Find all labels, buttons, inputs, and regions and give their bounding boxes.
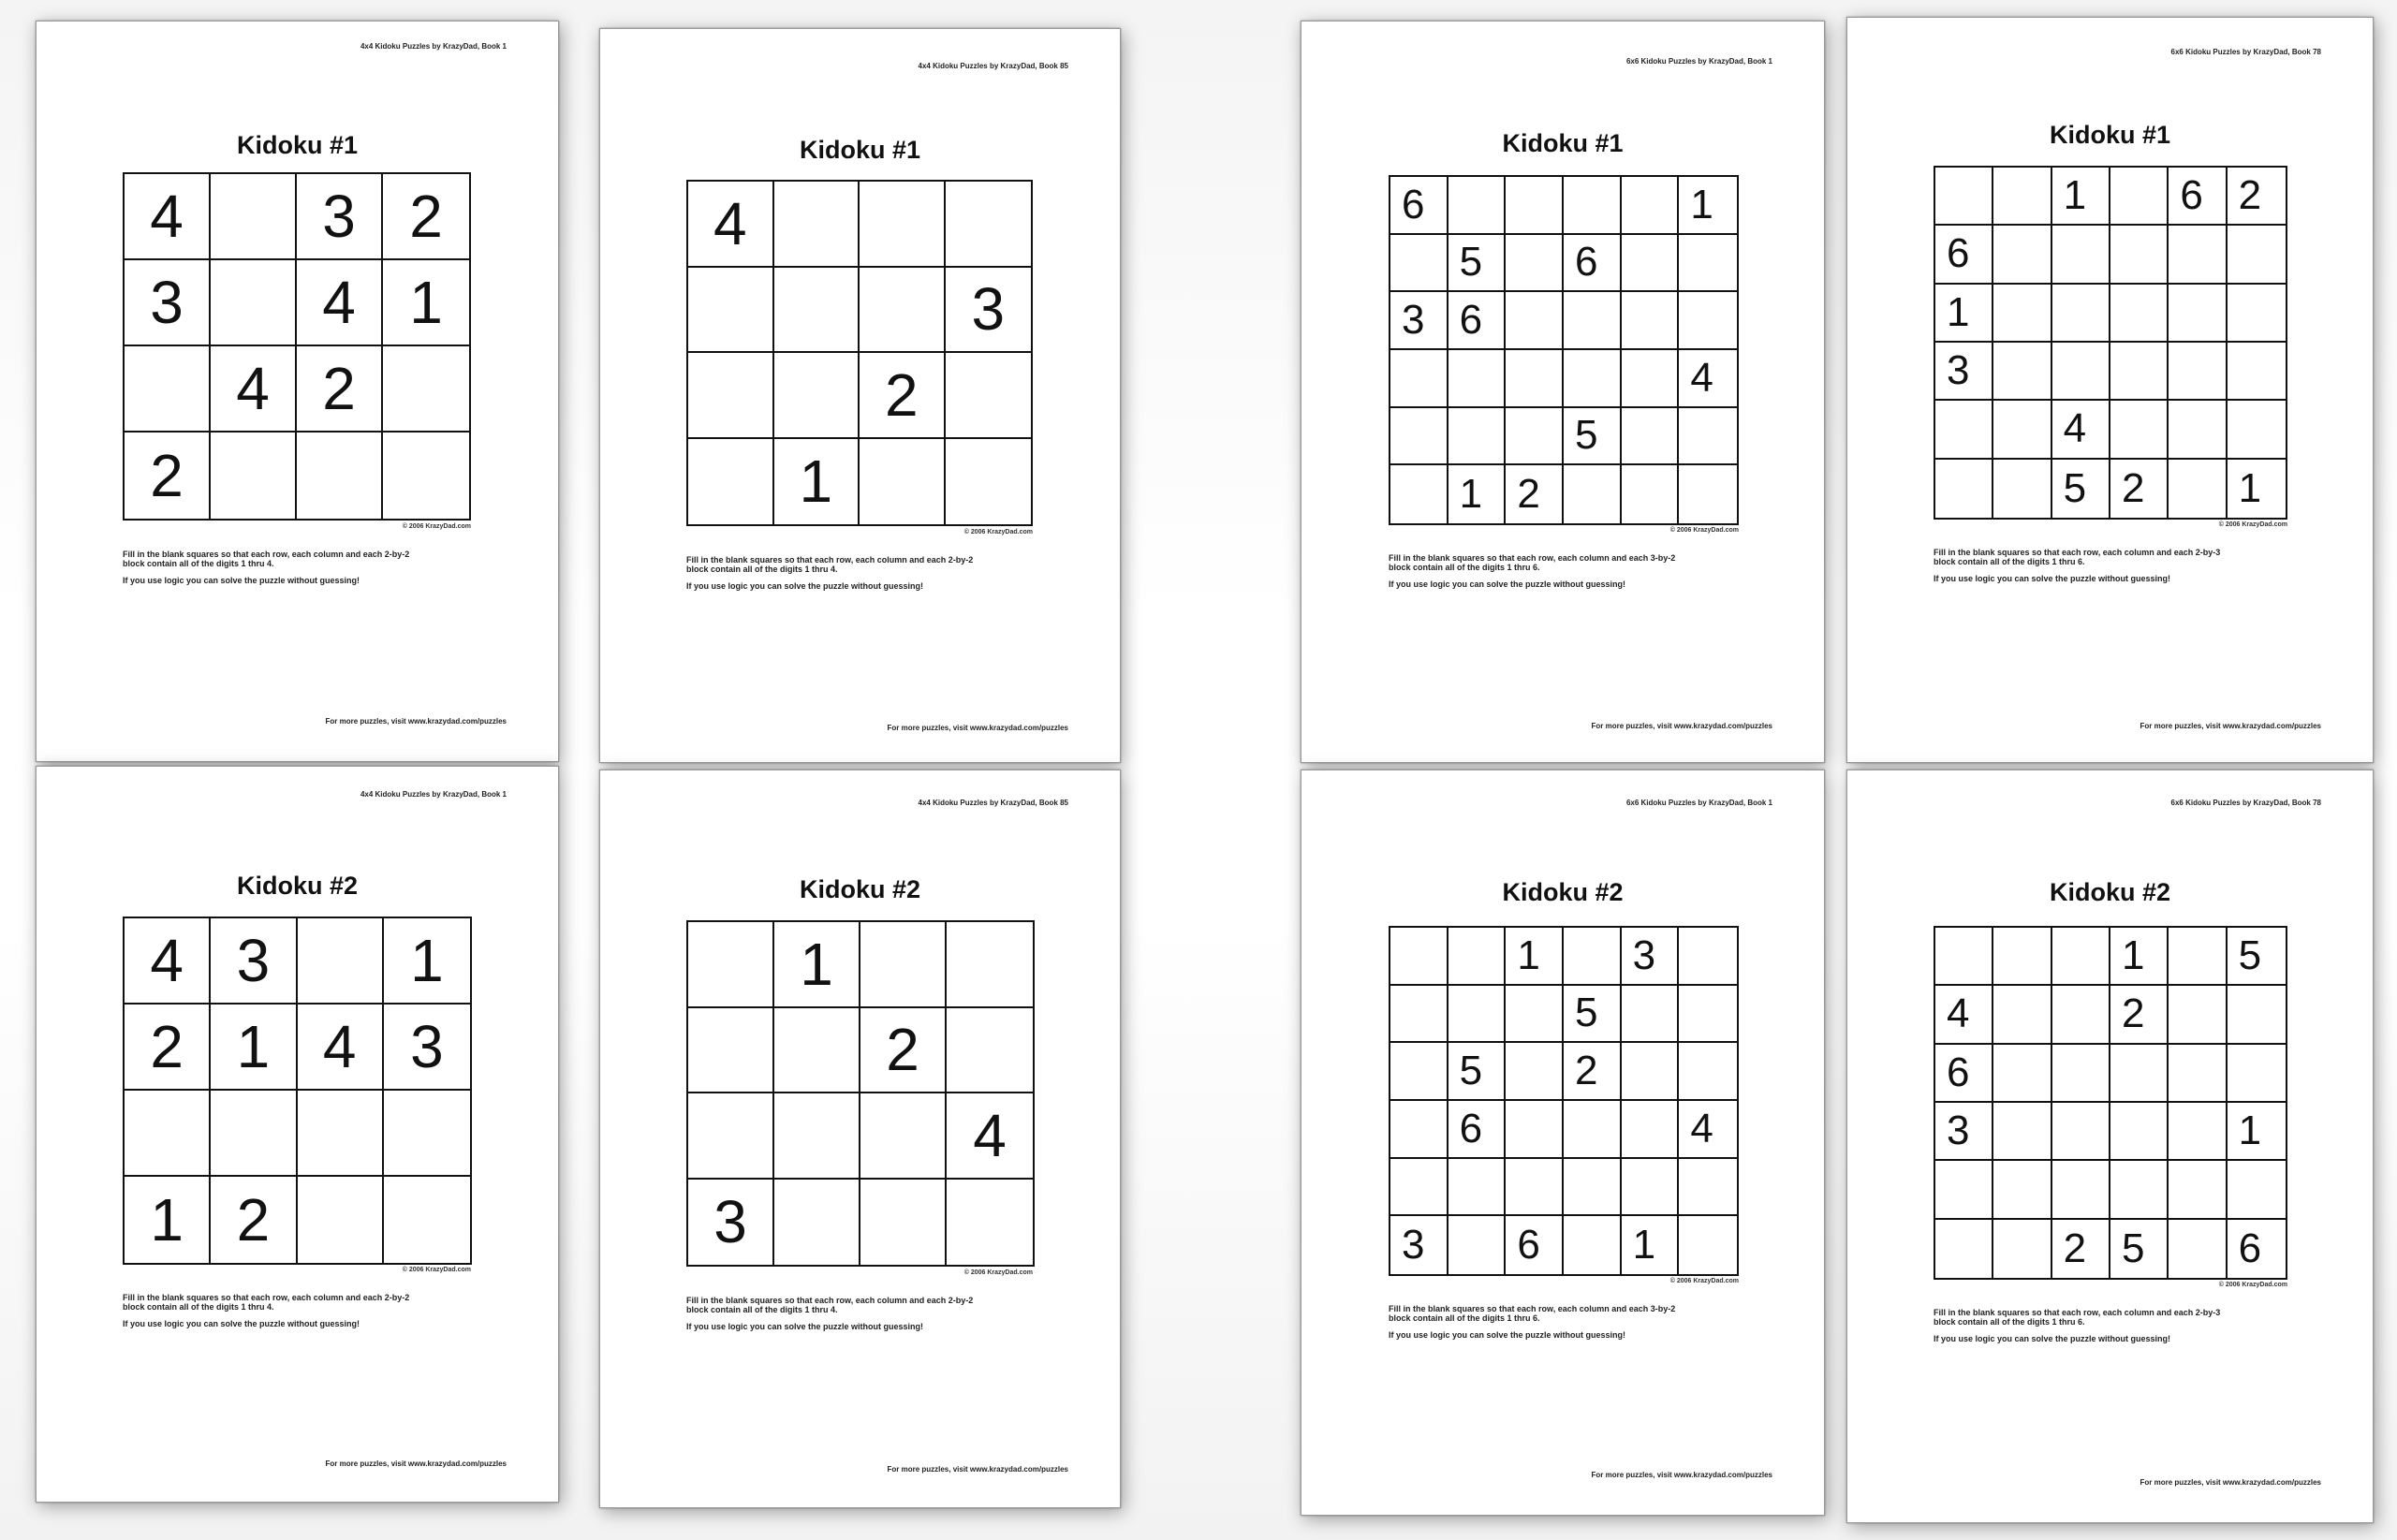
blank-cell bbox=[2169, 343, 2227, 401]
instructions-rule: Fill in the blank squares so that each row, each column and each 2-by-2 block contain all of the digits 1 thru 4. bbox=[123, 1293, 410, 1312]
blank-cell bbox=[1679, 292, 1737, 350]
copyright: © 2006 KrazyDad.com bbox=[2218, 1282, 2287, 1288]
blank-cell bbox=[1448, 1159, 1507, 1217]
puzzle-title: Kidoku #1 bbox=[1502, 129, 1624, 157]
blank-cell bbox=[1622, 1159, 1680, 1217]
given-digit-cell: 5 bbox=[1448, 1043, 1507, 1101]
given-digit-cell: 4 bbox=[298, 1005, 384, 1091]
given-digit-cell: 6 bbox=[1506, 1216, 1564, 1274]
given-digit-cell: 4 bbox=[947, 1093, 1033, 1180]
blank-cell bbox=[1506, 177, 1564, 235]
given-digit-cell: 4 bbox=[125, 918, 211, 1005]
blank-cell bbox=[946, 353, 1032, 439]
blank-cell bbox=[1506, 1043, 1564, 1101]
blank-cell bbox=[774, 268, 860, 354]
blank-cell bbox=[860, 182, 946, 268]
instructions-tip: If you use logic you can solve the puzzle without guessing! bbox=[123, 1319, 360, 1328]
blank-cell bbox=[2110, 401, 2169, 459]
given-digit-cell: 2 bbox=[2052, 1220, 2110, 1278]
footer-link[interactable]: For more puzzles, visit www.krazydad.com/puzzles bbox=[1591, 722, 1772, 730]
blank-cell bbox=[2052, 986, 2110, 1044]
blank-cell bbox=[2228, 285, 2286, 343]
page-header: 4x4 Kidoku Puzzles by KrazyDad, Book 1 bbox=[360, 790, 507, 799]
blank-cell bbox=[2052, 1103, 2110, 1161]
given-digit-cell: 1 bbox=[1448, 465, 1507, 523]
given-digit-cell: 1 bbox=[125, 1177, 211, 1263]
puzzle-grid bbox=[123, 917, 472, 1265]
blank-cell bbox=[1679, 408, 1737, 466]
blank-cell bbox=[2169, 1161, 2227, 1219]
footer-link[interactable]: For more puzzles, visit www.krazydad.com/puzzles bbox=[325, 717, 507, 726]
blank-cell bbox=[2110, 226, 2169, 284]
blank-cell bbox=[2110, 1045, 2169, 1103]
blank-cell bbox=[1506, 1159, 1564, 1217]
instructions bbox=[686, 1296, 995, 1339]
blank-cell bbox=[2169, 986, 2227, 1044]
blank-cell bbox=[1564, 177, 1622, 235]
blank-cell bbox=[1506, 1101, 1564, 1159]
blank-cell bbox=[2169, 226, 2227, 284]
puzzle-page-4x4-book85-kidoku2 bbox=[599, 770, 1121, 1508]
blank-cell bbox=[1622, 235, 1680, 293]
instructions bbox=[123, 550, 432, 593]
blank-cell bbox=[2052, 285, 2110, 343]
blank-cell bbox=[125, 346, 211, 433]
instructions-rule: Fill in the blank squares so that each row, each column and each 2-by-3 block contain all of the digits 1 thru 6. bbox=[1934, 548, 2221, 566]
blank-cell bbox=[2228, 343, 2286, 401]
given-digit-cell: 2 bbox=[383, 174, 469, 260]
blank-cell bbox=[1390, 986, 1448, 1044]
blank-cell bbox=[1390, 408, 1448, 466]
blank-cell bbox=[860, 1180, 947, 1266]
blank-cell bbox=[125, 1091, 211, 1177]
given-digit-cell: 4 bbox=[297, 260, 383, 346]
blank-cell bbox=[384, 1177, 470, 1263]
blank-cell bbox=[688, 1008, 774, 1094]
puzzle-title: Kidoku #2 bbox=[236, 872, 359, 900]
given-digit-cell: 4 bbox=[2052, 401, 2110, 459]
blank-cell bbox=[2228, 986, 2286, 1044]
puzzle-title: Kidoku #2 bbox=[799, 875, 921, 903]
blank-cell bbox=[1564, 292, 1622, 350]
blank-cell bbox=[1390, 1043, 1448, 1101]
blank-cell bbox=[688, 353, 774, 439]
blank-cell bbox=[2052, 928, 2110, 986]
blank-cell bbox=[2228, 401, 2286, 459]
blank-cell bbox=[2052, 1045, 2110, 1103]
blank-cell bbox=[1506, 292, 1564, 350]
given-digit-cell: 3 bbox=[384, 1005, 470, 1091]
blank-cell bbox=[688, 439, 774, 525]
given-digit-cell: 4 bbox=[1679, 1101, 1737, 1159]
puzzle-grid bbox=[1934, 926, 2287, 1280]
given-digit-cell: 1 bbox=[211, 1005, 297, 1091]
instructions-tip: If you use logic you can solve the puzzle without guessing! bbox=[686, 1322, 924, 1331]
puzzle-grid bbox=[1389, 926, 1739, 1276]
blank-cell bbox=[297, 433, 383, 519]
copyright: © 2006 KrazyDad.com bbox=[402, 523, 471, 530]
blank-cell bbox=[1622, 177, 1680, 235]
copyright: © 2006 KrazyDad.com bbox=[963, 529, 1033, 535]
blank-cell bbox=[2228, 1045, 2286, 1103]
blank-cell bbox=[946, 439, 1032, 525]
blank-cell bbox=[1993, 1103, 2051, 1161]
blank-cell bbox=[860, 1093, 947, 1180]
blank-cell bbox=[383, 433, 469, 519]
instructions-rule: Fill in the blank squares so that each row, each column and each 3-by-2 block contain all of the digits 1 thru 6. bbox=[1389, 1304, 1676, 1323]
blank-cell bbox=[298, 918, 384, 1005]
given-digit-cell: 3 bbox=[1935, 343, 1993, 401]
instructions bbox=[1389, 553, 1698, 596]
blank-cell bbox=[2052, 343, 2110, 401]
blank-cell bbox=[1390, 465, 1448, 523]
blank-cell bbox=[1390, 235, 1448, 293]
given-digit-cell: 1 bbox=[384, 918, 470, 1005]
given-digit-cell: 4 bbox=[688, 182, 774, 268]
given-digit-cell: 3 bbox=[297, 174, 383, 260]
blank-cell bbox=[384, 1091, 470, 1177]
puzzle-page-4x4-book1-kidoku1 bbox=[36, 21, 559, 762]
blank-cell bbox=[688, 922, 774, 1008]
blank-cell bbox=[946, 182, 1032, 268]
instructions-rule: Fill in the blank squares so that each row, each column and each 2-by-2 block contain all of the digits 1 thru 4. bbox=[123, 550, 410, 568]
footer-link[interactable]: For more puzzles, visit www.krazydad.com/puzzles bbox=[2140, 722, 2321, 730]
given-digit-cell: 6 bbox=[2169, 168, 2227, 226]
given-digit-cell: 1 bbox=[2228, 1103, 2286, 1161]
blank-cell bbox=[1622, 350, 1680, 408]
footer-link[interactable]: For more puzzles, visit www.krazydad.com/puzzles bbox=[325, 1459, 507, 1468]
blank-cell bbox=[860, 439, 946, 525]
copyright: © 2006 KrazyDad.com bbox=[1669, 1278, 1739, 1284]
blank-cell bbox=[774, 1008, 860, 1094]
blank-cell bbox=[1448, 986, 1507, 1044]
footer-link[interactable]: For more puzzles, visit www.krazydad.com/puzzles bbox=[887, 1465, 1068, 1474]
puzzle-grid bbox=[123, 172, 471, 521]
blank-cell bbox=[1622, 465, 1680, 523]
blank-cell bbox=[1564, 465, 1622, 523]
blank-cell bbox=[1679, 986, 1737, 1044]
given-digit-cell: 3 bbox=[1390, 292, 1448, 350]
given-digit-cell: 6 bbox=[1448, 292, 1507, 350]
copyright: © 2006 KrazyDad.com bbox=[2218, 521, 2287, 528]
page-header: 6x6 Kidoku Puzzles by KrazyDad, Book 1 bbox=[1625, 57, 1772, 66]
blank-cell bbox=[211, 174, 297, 260]
given-digit-cell: 5 bbox=[2228, 928, 2286, 986]
given-digit-cell: 5 bbox=[2110, 1220, 2169, 1278]
blank-cell bbox=[298, 1091, 384, 1177]
copyright: © 2006 KrazyDad.com bbox=[963, 1269, 1033, 1276]
blank-cell bbox=[1993, 1220, 2051, 1278]
given-digit-cell: 2 bbox=[125, 1005, 211, 1091]
given-digit-cell: 5 bbox=[1564, 408, 1622, 466]
blank-cell bbox=[1390, 1101, 1448, 1159]
footer-link[interactable]: For more puzzles, visit www.krazydad.com/puzzles bbox=[1591, 1471, 1772, 1479]
blank-cell bbox=[2169, 460, 2227, 518]
blank-cell bbox=[1448, 928, 1507, 986]
given-digit-cell: 2 bbox=[2110, 460, 2169, 518]
given-digit-cell: 3 bbox=[1935, 1103, 1993, 1161]
given-digit-cell: 3 bbox=[688, 1180, 774, 1266]
given-digit-cell: 3 bbox=[1622, 928, 1680, 986]
given-digit-cell: 1 bbox=[2052, 168, 2110, 226]
given-digit-cell: 4 bbox=[1679, 350, 1737, 408]
blank-cell bbox=[2110, 343, 2169, 401]
instructions-rule: Fill in the blank squares so that each row, each column and each 3-by-2 block contain all of the digits 1 thru 6. bbox=[1389, 553, 1676, 572]
footer-link[interactable]: For more puzzles, visit www.krazydad.com/puzzles bbox=[887, 724, 1068, 732]
instructions-tip: If you use logic you can solve the puzzle without guessing! bbox=[1389, 579, 1626, 589]
blank-cell bbox=[1935, 401, 1993, 459]
blank-cell bbox=[2169, 285, 2227, 343]
given-digit-cell: 3 bbox=[125, 260, 211, 346]
puzzle-page-4x4-book1-kidoku2 bbox=[36, 766, 559, 1503]
given-digit-cell: 5 bbox=[1564, 986, 1622, 1044]
blank-cell bbox=[1935, 928, 1993, 986]
given-digit-cell: 6 bbox=[1935, 226, 1993, 284]
blank-cell bbox=[211, 433, 297, 519]
given-digit-cell: 2 bbox=[2110, 986, 2169, 1044]
blank-cell bbox=[2228, 226, 2286, 284]
given-digit-cell: 2 bbox=[2228, 168, 2286, 226]
blank-cell bbox=[774, 353, 860, 439]
puzzle-page-6x6-book78-kidoku2 bbox=[1846, 770, 2374, 1523]
blank-cell bbox=[1622, 1101, 1680, 1159]
page-header: 4x4 Kidoku Puzzles by KrazyDad, Book 1 bbox=[360, 42, 507, 51]
copyright: © 2006 KrazyDad.com bbox=[1669, 527, 1739, 534]
blank-cell bbox=[1448, 177, 1507, 235]
puzzle-title: Kidoku #1 bbox=[2049, 121, 2171, 149]
given-digit-cell: 6 bbox=[1935, 1045, 1993, 1103]
blank-cell bbox=[860, 922, 947, 1008]
puzzle-grid bbox=[1389, 175, 1739, 525]
given-digit-cell: 3 bbox=[1390, 1216, 1448, 1274]
instructions-tip: If you use logic you can solve the puzzle without guessing! bbox=[1934, 1334, 2171, 1343]
blank-cell bbox=[1390, 1159, 1448, 1217]
blank-cell bbox=[1506, 235, 1564, 293]
given-digit-cell: 6 bbox=[1390, 177, 1448, 235]
blank-cell bbox=[688, 1093, 774, 1180]
given-digit-cell: 2 bbox=[297, 346, 383, 433]
instructions-tip: If you use logic you can solve the puzzle without guessing! bbox=[686, 581, 924, 591]
footer-link[interactable]: For more puzzles, visit www.krazydad.com/puzzles bbox=[2140, 1478, 2321, 1487]
blank-cell bbox=[1993, 1161, 2051, 1219]
puzzle-title: Kidoku #2 bbox=[2049, 878, 2171, 906]
copyright: © 2006 KrazyDad.com bbox=[402, 1267, 471, 1273]
blank-cell bbox=[1993, 460, 2051, 518]
blank-cell bbox=[774, 1093, 860, 1180]
blank-cell bbox=[1679, 928, 1737, 986]
instructions bbox=[1934, 1308, 2243, 1351]
given-digit-cell: 1 bbox=[1679, 177, 1737, 235]
puzzle-title: Kidoku #1 bbox=[236, 131, 359, 159]
given-digit-cell: 2 bbox=[860, 353, 946, 439]
blank-cell bbox=[1993, 986, 2051, 1044]
given-digit-cell: 1 bbox=[1506, 928, 1564, 986]
blank-cell bbox=[947, 1180, 1033, 1266]
blank-cell bbox=[1448, 408, 1507, 466]
page-header: 6x6 Kidoku Puzzles by KrazyDad, Book 78 bbox=[2170, 799, 2321, 807]
given-digit-cell: 6 bbox=[1564, 235, 1622, 293]
blank-cell bbox=[1564, 1159, 1622, 1217]
puzzle-grid bbox=[1934, 166, 2287, 520]
blank-cell bbox=[774, 1180, 860, 1266]
blank-cell bbox=[1622, 408, 1680, 466]
blank-cell bbox=[1506, 350, 1564, 408]
blank-cell bbox=[1506, 986, 1564, 1044]
blank-cell bbox=[1448, 350, 1507, 408]
blank-cell bbox=[2052, 1161, 2110, 1219]
blank-cell bbox=[1993, 401, 2051, 459]
instructions bbox=[123, 1293, 432, 1336]
blank-cell bbox=[1622, 292, 1680, 350]
blank-cell bbox=[1622, 986, 1680, 1044]
blank-cell bbox=[2228, 1161, 2286, 1219]
blank-cell bbox=[1935, 168, 1993, 226]
blank-cell bbox=[1679, 1159, 1737, 1217]
blank-cell bbox=[1564, 350, 1622, 408]
blank-cell bbox=[1679, 1216, 1737, 1274]
given-digit-cell: 2 bbox=[211, 1177, 297, 1263]
puzzle-page-6x6-book1-kidoku1 bbox=[1301, 21, 1825, 763]
blank-cell bbox=[1993, 1045, 2051, 1103]
given-digit-cell: 1 bbox=[1622, 1216, 1680, 1274]
blank-cell bbox=[1390, 350, 1448, 408]
given-digit-cell: 4 bbox=[125, 174, 211, 260]
given-digit-cell: 2 bbox=[125, 433, 211, 519]
instructions bbox=[1934, 548, 2243, 591]
blank-cell bbox=[688, 268, 774, 354]
page-header: 6x6 Kidoku Puzzles by KrazyDad, Book 78 bbox=[2170, 48, 2321, 56]
blank-cell bbox=[1935, 1220, 1993, 1278]
blank-cell bbox=[383, 346, 469, 433]
blank-cell bbox=[2169, 1220, 2227, 1278]
puzzle-grid bbox=[686, 920, 1035, 1267]
given-digit-cell: 2 bbox=[860, 1008, 947, 1094]
given-digit-cell: 1 bbox=[383, 260, 469, 346]
given-digit-cell: 1 bbox=[2110, 928, 2169, 986]
given-digit-cell: 1 bbox=[774, 439, 860, 525]
puzzle-page-6x6-book78-kidoku1 bbox=[1846, 17, 2374, 763]
blank-cell bbox=[1564, 1101, 1622, 1159]
instructions bbox=[1389, 1304, 1698, 1347]
blank-cell bbox=[1506, 408, 1564, 466]
instructions-rule: Fill in the blank squares so that each row, each column and each 2-by-2 block contain all of the digits 1 thru 4. bbox=[686, 1296, 974, 1314]
instructions bbox=[686, 555, 995, 598]
given-digit-cell: 1 bbox=[774, 922, 860, 1008]
given-digit-cell: 3 bbox=[946, 268, 1032, 354]
blank-cell bbox=[1564, 1216, 1622, 1274]
instructions-tip: If you use logic you can solve the puzzle without guessing! bbox=[1389, 1330, 1626, 1340]
blank-cell bbox=[1679, 235, 1737, 293]
page-header: 4x4 Kidoku Puzzles by KrazyDad, Book 85 bbox=[918, 799, 1068, 807]
blank-cell bbox=[1564, 928, 1622, 986]
blank-cell bbox=[2110, 285, 2169, 343]
blank-cell bbox=[860, 268, 946, 354]
given-digit-cell: 1 bbox=[2238, 464, 2262, 511]
given-digit-cell: 6 bbox=[2238, 1225, 2262, 1271]
blank-cell bbox=[947, 1008, 1033, 1094]
given-digit-cell: 5 bbox=[2052, 460, 2110, 518]
blank-cell bbox=[1390, 928, 1448, 986]
given-digit-cell: 2 bbox=[1564, 1043, 1622, 1101]
instructions-tip: If you use logic you can solve the puzzle without guessing! bbox=[1934, 574, 2171, 583]
blank-cell bbox=[2169, 1045, 2227, 1103]
blank-cell bbox=[1993, 343, 2051, 401]
instructions-rule: Fill in the blank squares so that each row, each column and each 2-by-3 block contain all of the digits 1 thru 6. bbox=[1934, 1308, 2221, 1327]
given-digit-cell: 3 bbox=[211, 918, 297, 1005]
blank-cell bbox=[1935, 1161, 1993, 1219]
blank-cell bbox=[298, 1177, 384, 1263]
puzzle-grid bbox=[686, 180, 1033, 526]
blank-cell bbox=[2169, 1103, 2227, 1161]
given-digit-cell: 1 bbox=[1935, 285, 1993, 343]
blank-cell bbox=[1622, 1043, 1680, 1101]
blank-cell bbox=[1679, 465, 1737, 523]
blank-cell bbox=[2169, 928, 2227, 986]
blank-cell bbox=[2110, 1161, 2169, 1219]
blank-cell bbox=[2169, 401, 2227, 459]
page-header: 6x6 Kidoku Puzzles by KrazyDad, Book 1 bbox=[1625, 799, 1772, 807]
blank-cell bbox=[2052, 226, 2110, 284]
given-digit-cell: 4 bbox=[211, 346, 297, 433]
given-digit-cell: 4 bbox=[1935, 986, 1993, 1044]
puzzle-title: Kidoku #2 bbox=[1502, 878, 1624, 906]
puzzle-page-4x4-book85-kidoku1 bbox=[599, 28, 1121, 763]
blank-cell bbox=[1935, 460, 1993, 518]
blank-cell bbox=[1993, 928, 2051, 986]
given-digit-cell: 2 bbox=[1506, 465, 1564, 523]
blank-cell bbox=[211, 260, 297, 346]
blank-cell bbox=[1993, 168, 2051, 226]
puzzle-page-6x6-book1-kidoku2 bbox=[1301, 770, 1825, 1516]
given-digit-cell: 6 bbox=[1448, 1101, 1507, 1159]
blank-cell bbox=[2110, 1103, 2169, 1161]
blank-cell bbox=[2110, 168, 2169, 226]
blank-cell bbox=[1993, 285, 2051, 343]
blank-cell bbox=[1679, 1043, 1737, 1101]
blank-cell bbox=[211, 1091, 297, 1177]
instructions-tip: If you use logic you can solve the puzzle without guessing! bbox=[123, 576, 360, 585]
instructions-rule: Fill in the blank squares so that each row, each column and each 2-by-2 block contain all of the digits 1 thru 4. bbox=[686, 555, 974, 574]
blank-cell bbox=[774, 182, 860, 268]
given-digit-cell: 5 bbox=[1448, 235, 1507, 293]
blank-cell bbox=[1993, 226, 2051, 284]
page-header: 4x4 Kidoku Puzzles by KrazyDad, Book 85 bbox=[918, 62, 1068, 70]
blank-cell bbox=[947, 922, 1033, 1008]
blank-cell bbox=[1448, 1216, 1507, 1274]
puzzle-title: Kidoku #1 bbox=[799, 136, 921, 164]
